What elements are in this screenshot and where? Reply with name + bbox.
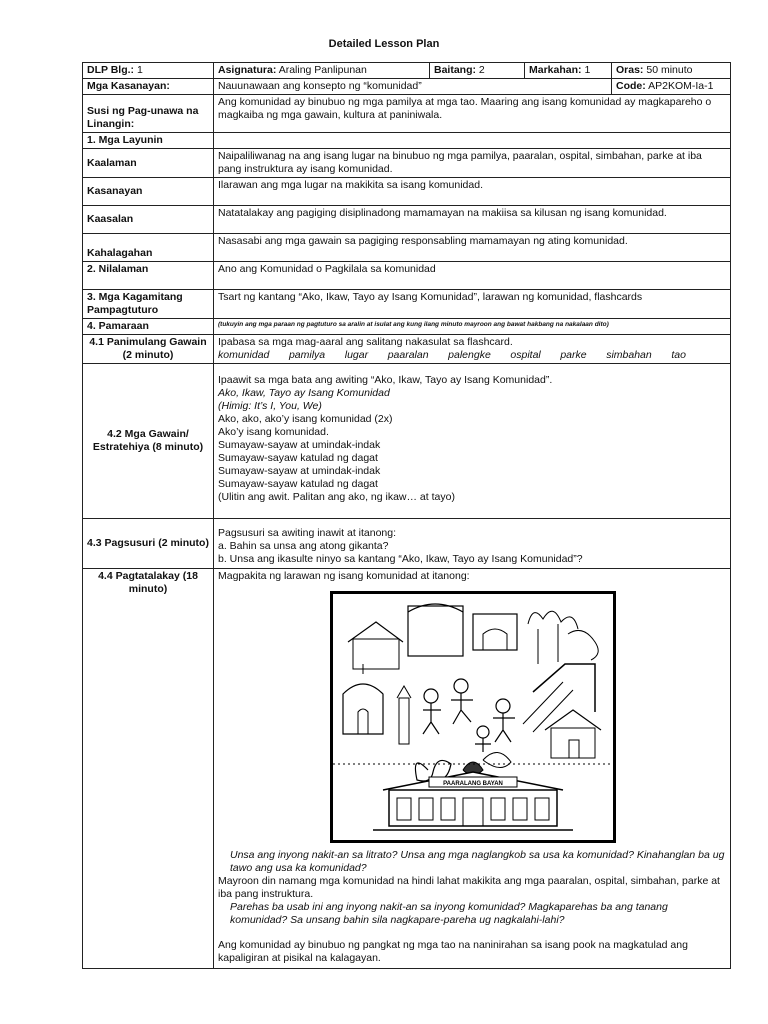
kaasalan-label: Kaasalan — [83, 206, 214, 234]
document-title: Detailed Lesson Plan — [328, 38, 440, 50]
layunin-heading: 1. Mga Layunin — [83, 133, 214, 149]
oras-cell: Oras: 50 minuto — [612, 63, 731, 79]
song-title: Ako, Ikaw, Tayo ay Isang Komunidad — [218, 387, 390, 399]
flashcard-word: parke — [560, 349, 587, 361]
kasanayan-obj-value: Ilarawan ang mga lugar na makikita sa isang komunidad. — [214, 178, 731, 206]
panimulang-content — [214, 335, 731, 364]
flashcard-word: palengke — [448, 349, 491, 361]
pagsusuri-line: Pagsusuri sa awiting inawit at itanong: — [218, 527, 397, 539]
header-row-1 — [83, 63, 731, 79]
song-line: (Ulitin ang awit. Palitan ang ako, ng ikaw… at tayo) — [218, 491, 455, 503]
markahan-cell: Markahan: 1 — [525, 63, 612, 79]
baitang-cell: Baitang: 2 — [430, 63, 525, 79]
panimulang-row — [83, 335, 731, 364]
kaalaman-label: Kaalaman — [83, 149, 214, 178]
kasanayan-obj-label: Kasanayan — [83, 178, 214, 206]
pagtatalakay-intro: Magpakita ng larawan ng isang komunidad at itanong: — [218, 570, 470, 582]
kasanayan-label: Mga Kasanayan: — [83, 79, 214, 95]
susi-row — [83, 95, 731, 133]
kasanayan-row — [83, 178, 731, 206]
pagtatalakay-p2: Ang komunidad ay binubuo ng pangkat ng mga tao na naninirahan sa isang pook na magkatulad ang kapaligiran at pisikal na kalagayan. — [218, 939, 688, 964]
song-line: Ako, ako, ako’y isang komunidad (2x) — [218, 413, 393, 425]
school-sign: PAARALANG BAYAN — [443, 781, 503, 787]
pamaraan-note: (tukuyin ang mga paraan ng pagtuturo sa aralin at isulat ang kung ilang minuto mayroon ang bawat hakbang na nakalaan dito) — [214, 319, 731, 335]
flashcard-word: ospital — [510, 349, 541, 361]
pagsusuri-line: b. Unsa ang ikasulte ninyo sa kantang “Ako, Ikaw, Tayo ay Isang Komunidad”? — [218, 553, 583, 565]
song-himig: (Himig: It’s I, You, We) — [218, 400, 322, 412]
song-line: Sumayaw-sayaw katulad ng dagat — [218, 452, 378, 464]
kaalaman-value: Naipaliliwanag na ang isang lugar na binubuo ng mga pamilya, paaralan, ospital, simbahan, parke at iba pang instruktura ay isang komunidad. — [214, 149, 731, 178]
flashcard-word: lugar — [344, 349, 369, 361]
lesson-plan-table — [82, 62, 731, 969]
panimulang-label: 4.1 Panimulang Gawain (2 minuto) — [83, 335, 214, 364]
gawain-label: 4.2 Mga Gawain/ Estratehiya (8 minuto) — [83, 364, 214, 519]
nilalaman-row — [83, 262, 731, 290]
kagamitan-label: 3. Mga Kagamitang Pampagtuturo — [83, 290, 214, 319]
pagsusuri-content — [214, 519, 731, 569]
pagtatalakay-q2: Parehas ba usab ini ang inyong nakit-an sa inyong komunidad? Magkaparehas ba ang tanang komunidad? Sa unsang bahin sila nagkapare-pareha ug nagkalahi-lahi? — [230, 901, 668, 926]
pagtatalakay-row — [83, 569, 731, 969]
gawain-intro: Ipaawit sa mga bata ang awiting “Ako, Ikaw, Tayo ay Isang Komunidad”. — [218, 374, 553, 386]
susi-value: Ang komunidad ay binubuo ng mga pamilya at mga tao. Maaring ang isang komunidad ay magkapareho o magkaiba ng mga gawain, kultura at paniniwala. — [214, 95, 731, 133]
nilalaman-value: Ano ang Komunidad o Pagkilala sa komunidad — [214, 262, 731, 290]
panimulang-intro: Ipabasa sa mga mag-aaral ang salitang nakasulat sa flashcard. — [218, 336, 513, 348]
kahalagahan-label: Kahalagahan — [83, 234, 214, 262]
song-line: Ako’y isang komunidad. — [218, 426, 329, 438]
pagtatalakay-q1: Unsa ang inyong nakit-an sa litrato? Unsa ang mga naglangkob sa usa ka komunidad? Kinahanglan ba ug tawo ang usa ka komunidad? — [230, 849, 725, 874]
flashcard-word: tao — [671, 349, 686, 361]
kasanayan-value: Nauunawaan ang konsepto ng “komunidad” — [214, 79, 612, 95]
pagsusuri-line: a. Bahin sa unsa ang atong gikanta? — [218, 540, 389, 552]
kaasalan-row — [83, 206, 731, 234]
pagsusuri-label: 4.3 Pagsusuri (2 minuto) — [83, 519, 214, 569]
gawain-content — [214, 364, 731, 519]
song-line: Sumayaw-sayaw at umindak-indak — [218, 465, 381, 477]
flashcard-word: simbahan — [606, 349, 652, 361]
dlp-cell: DLP Blg.: 1 — [83, 63, 214, 79]
header-row-2 — [83, 79, 731, 95]
gawain-row — [83, 364, 731, 519]
pamaraan-label: 4. Pamaraan — [83, 319, 214, 335]
flashcard-words — [218, 349, 726, 362]
pagtatalakay-p1: Mayroon din namang mga komunidad na hindi lahat makikita ang mga paaralan, ospital, simbahan, parke at iba pang instruktura. — [218, 875, 720, 900]
kahalagahan-row — [83, 234, 731, 262]
kagamitan-row — [83, 290, 731, 319]
kaasalan-value: Natatalakay ang pagiging disiplinadong mamamayan na makiisa sa kilusan ng isang komunidad. — [214, 206, 731, 234]
nilalaman-label: 2. Nilalaman — [83, 262, 214, 290]
pagtatalakay-content — [214, 569, 731, 969]
flashcard-word: pamilya — [288, 349, 326, 361]
pagtatalakay-label: 4.4 Pagtatalakay (18 minuto) — [83, 569, 214, 969]
layunin-heading-row — [83, 133, 731, 149]
community-illustration — [330, 591, 616, 843]
kaalaman-row — [83, 149, 731, 178]
song-line: Sumayaw-sayaw at umindak-indak — [218, 439, 381, 451]
layunin-heading-empty — [214, 133, 731, 149]
song-line: Sumayaw-sayaw katulad ng dagat — [218, 478, 378, 490]
pamaraan-row — [83, 319, 731, 335]
kagamitan-value: Tsart ng kantang “Ako, Ikaw, Tayo ay Isang Komunidad”, larawan ng komunidad, flashcards — [214, 290, 731, 319]
flashcard-word: paaralan — [387, 349, 429, 361]
kahalagahan-value: Nasasabi ang mga gawain sa pagiging responsabling mamamayan ng ating komunidad. — [214, 234, 731, 262]
asignatura-cell: Asignatura: Araling Panlipunan — [214, 63, 430, 79]
code-cell: Code: AP2KOM-Ia-1 — [612, 79, 731, 95]
pagsusuri-row — [83, 519, 731, 569]
flashcard-word: komunidad — [218, 349, 270, 361]
susi-label: Susi ng Pag-unawa na Linangin: — [83, 95, 214, 133]
